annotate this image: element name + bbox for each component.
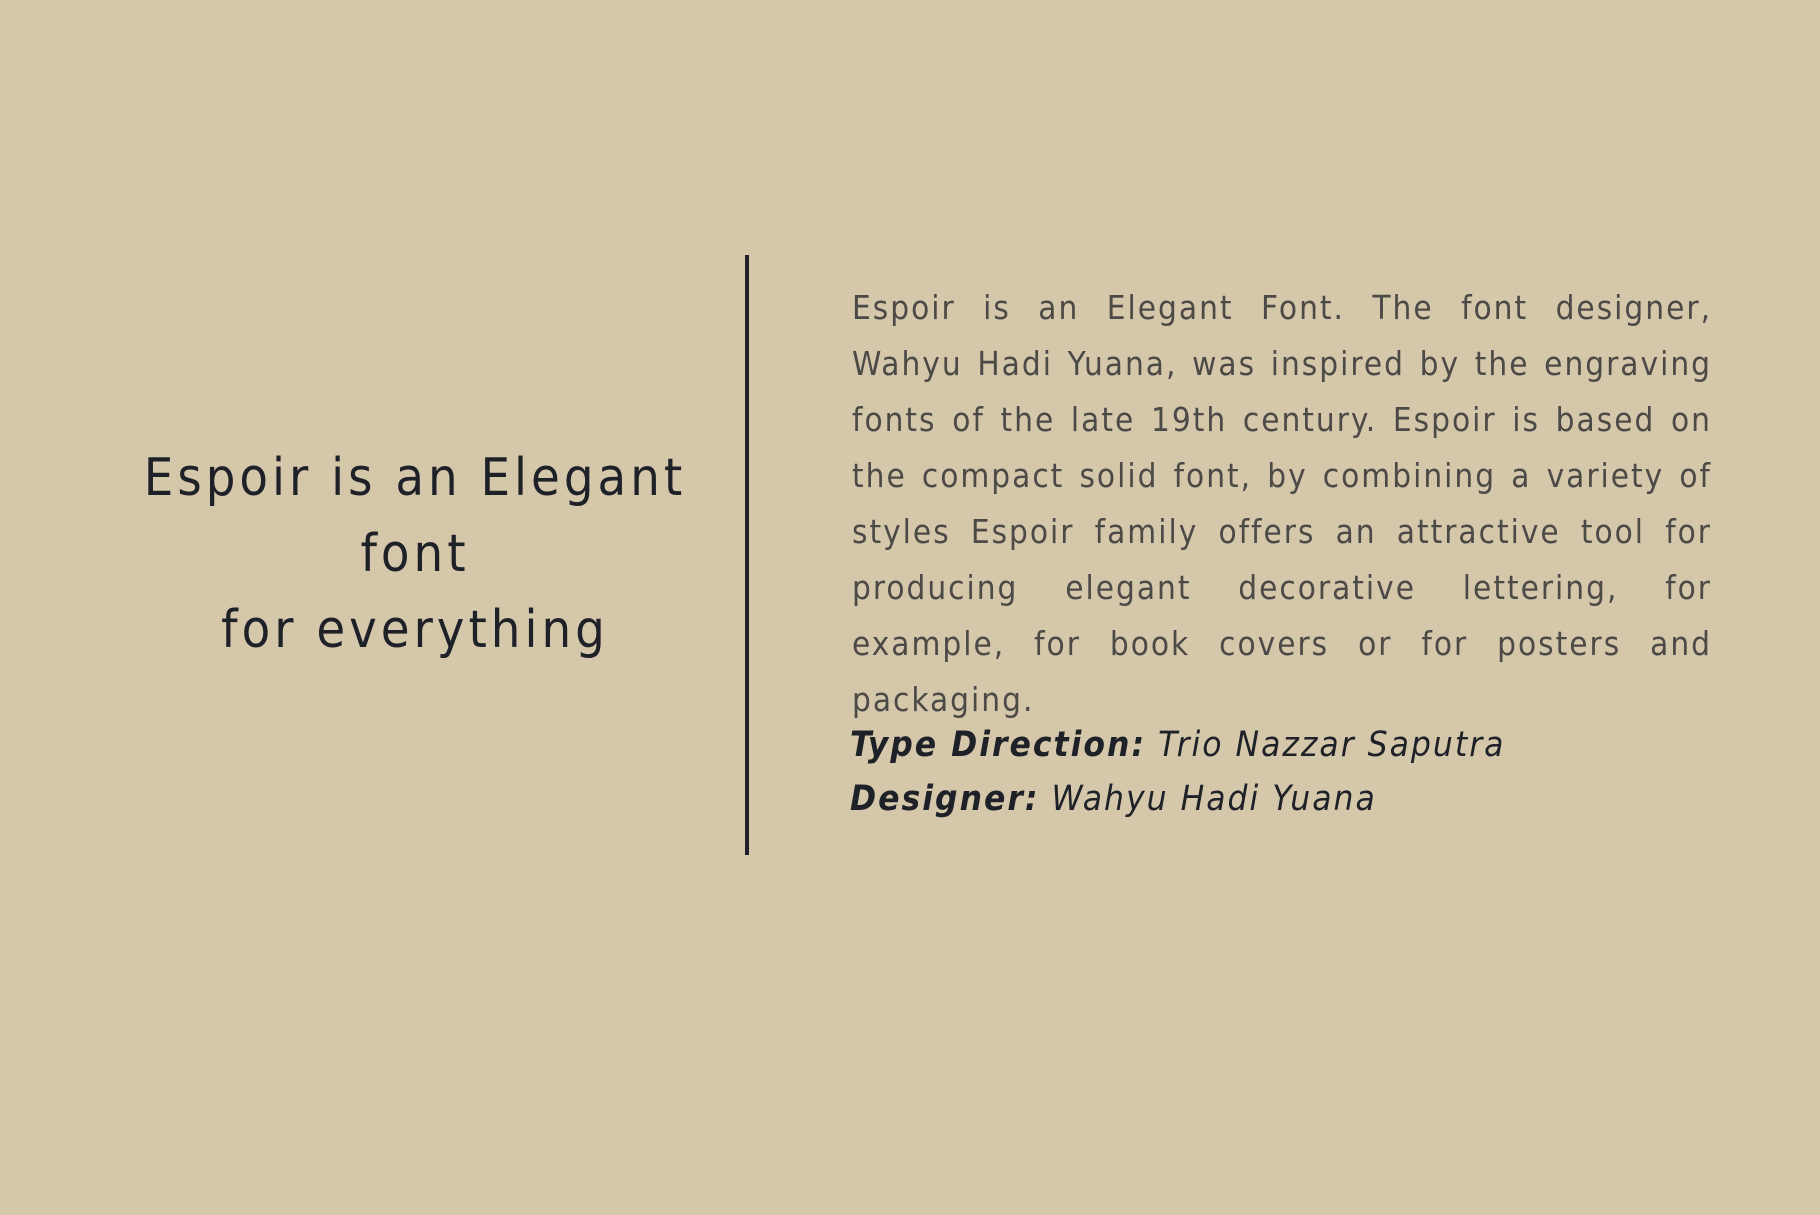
vertical-divider — [745, 255, 749, 855]
type-direction-value: Trio Nazzar Saputra — [1158, 725, 1506, 765]
type-direction-credit — [850, 718, 1750, 772]
headline-line-2: for everything — [221, 600, 609, 660]
designer-value: Wahyu Hadi Yuana — [1051, 779, 1377, 819]
credits — [850, 718, 1750, 826]
headline-line-1: Espoir is an Elegant font — [143, 448, 687, 584]
description-paragraph: Espoir is an Elegant Font. The font designer, Wahyu Hadi Yuana, was inspired by the engraving fonts of the late 19th century. Espoir is based on the compact solid font, by combining a variety of styles Espoir family offers an attractive tool for producing elegant decorative lettering, for example, for book covers or for posters and packaging. — [852, 288, 1712, 719]
headline — [80, 440, 750, 668]
designer-credit — [850, 772, 1750, 826]
type-direction-label: Type Direction: — [850, 725, 1147, 765]
designer-label: Designer: — [850, 779, 1040, 819]
